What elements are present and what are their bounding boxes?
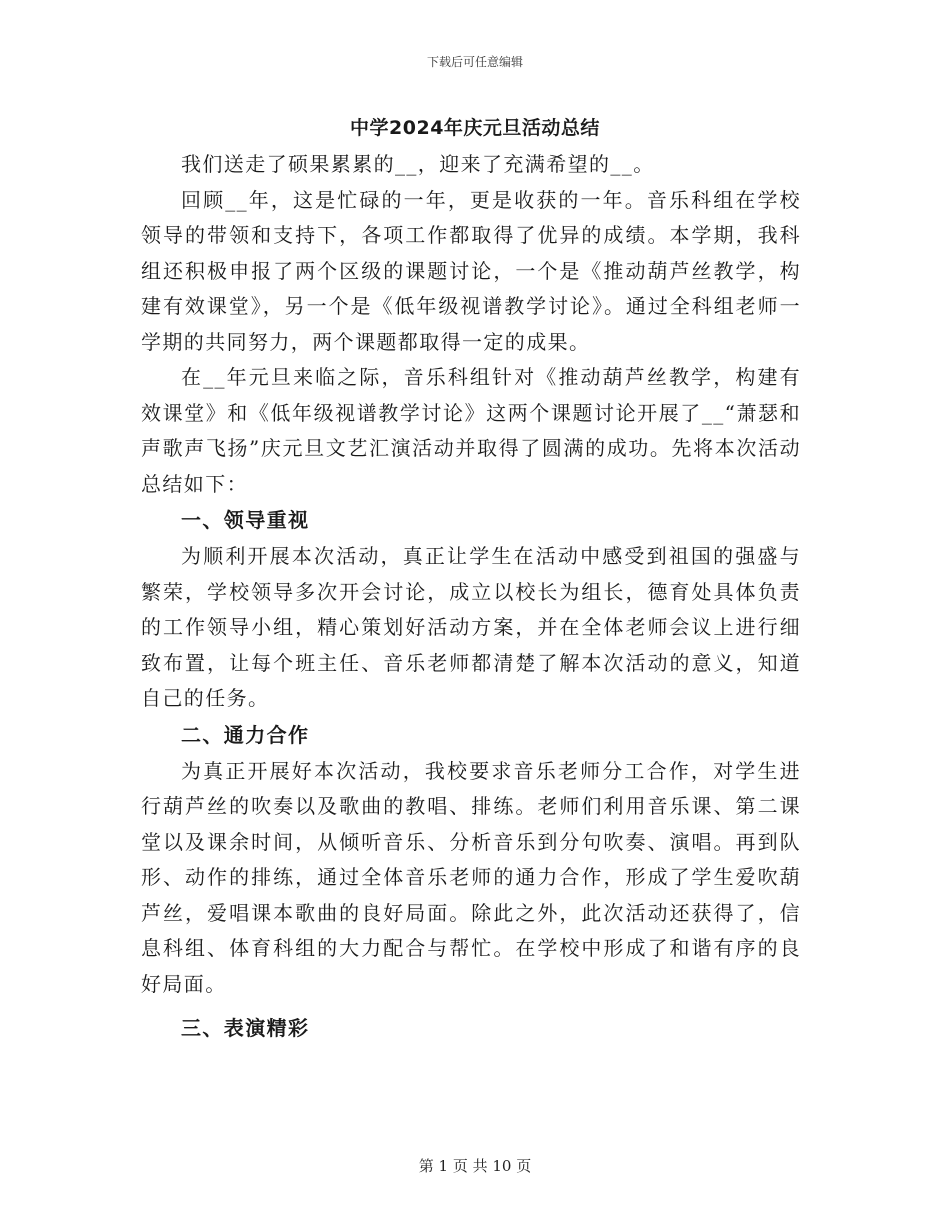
header-note: 下载后可任意编辑 — [426, 55, 523, 69]
section-heading-leadership: 一、领导重视 — [181, 508, 310, 532]
document-title: 中学2024年庆元旦活动总结 — [350, 117, 600, 139]
event-paragraph: 在__年元旦来临之际，音乐科组针对《推动葫芦丝教学，构建有效课堂》和《低年级视谱教学讨论》这两个课题讨论开展了__“萧瑟和声歌声飞扬”庆元旦文艺汇演活动并取得了圆满的成功。先将本次活动总结如下： — [141, 365, 801, 496]
document-body — [141, 147, 801, 1047]
section-body-leadership: 为顺利开展本次活动，真正让学生在活动中感受到祖国的强盛与繁荣，学校领导多次开会讨论，成立以校长为组长，德育处具体负责的工作领导小组，精心策划好活动方案，并在全体老师会议上进行细致布置，让每个班主任、音乐老师都清楚了解本次活动的意义，知道自己的任务。 — [141, 544, 801, 710]
intro-paragraph: 我们送走了硕果累累的__，迎来了充满希望的__。 — [181, 152, 655, 176]
page-footer: 第 1 页 共 10 页 — [418, 1157, 532, 1175]
section-heading-cooperation: 二、通力合作 — [181, 722, 310, 747]
review-paragraph: 回顾__年，这是忙碌的一年，更是收获的一年。音乐科组在学校领导的带领和支持下，各项工作都取得了优异的成绩。本学期，我科组还积极申报了两个区级的课题讨论，一个是《推动葫芦丝教学，构建有效课堂》，另一个是《低年级视谱教学讨论》。通过全科组老师一学期的共同努力，两个课题都取得一定的成果。 — [141, 187, 801, 354]
section-body-cooperation: 为真正开展好本次活动，我校要求音乐老师分工合作，对学生进行葫芦丝的吹奏以及歌曲的教唱、排练。老师们利用音乐课、第二课堂以及课余时间，从倾听音乐、分析音乐到分句吹奏、演唱。再到队形、动作的排练，通过全体音乐老师的通力合作，形成了学生爱吹葫芦丝，爱唱课本歌曲的良好局面。除此之外，此次活动还获得了，信息科组、体育科组的大力配合与帮忙。在学校中形成了和谐有序的良好局面。 — [141, 758, 801, 996]
section-heading-performance: 三、表演精彩 — [181, 1016, 310, 1040]
